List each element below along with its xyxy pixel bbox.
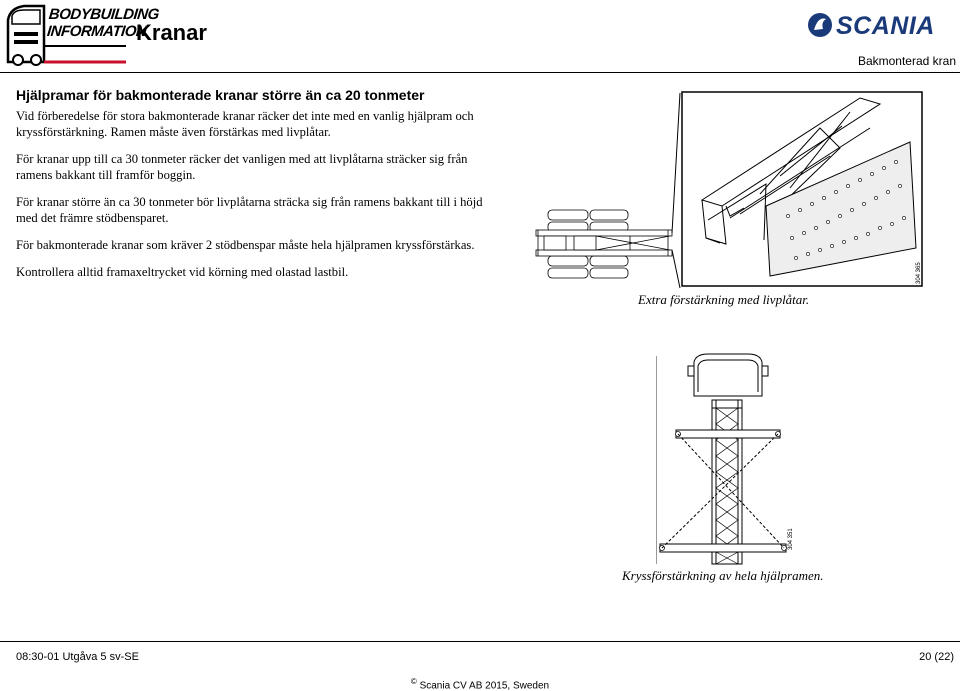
cross-bracing-illustration [656,350,796,566]
page-title: Kranar [136,20,207,45]
logo-text-line1: BODYBUILDING [48,6,160,23]
document-reference: 08:30-01 Utgåva 5 sv-SE [16,651,139,663]
scania-logo [806,10,954,40]
section-label: Bakmonterad kran [857,54,956,68]
page-header [0,0,960,76]
copyright-notice [0,677,960,691]
callout-line-top [672,93,680,233]
copyright-text: Scania CV AB 2015, Sweden [419,680,550,691]
figure-web-plate-reinforcement [530,88,930,288]
outrigger-beams [660,430,787,552]
scania-wordmark: SCANIA [836,12,935,40]
section-heading: Hjälpramar för bakmonterade kranar större än ca 20 tonmeter [16,87,425,103]
figure-cross-bracing [656,350,796,566]
copyright-icon: © [410,677,417,686]
figure-2-caption: Kryssförstärkning av hela hjälpramen. [622,568,824,583]
chassis-top-view [536,210,672,278]
figure-2-id: 304 351 [788,528,794,550]
paragraph-4: För bakmonterade kranar som kräver 2 stödbenspar måste hela hjälpramen kryssförstärkas. [16,238,475,252]
header-divider [0,72,960,73]
paragraph-2: För kranar upp till ca 30 tonmeter räcker det vanligen med att livplåtarna sträcker sig från ramens bakkant till framför boggin. [16,152,468,182]
callout-line-bottom [672,250,680,288]
bodybuilding-information-logo [4,2,160,68]
figure-1-id: 304 365 [916,262,922,284]
footer-divider [0,641,960,642]
paragraph-1: Vid förberedelse för stora bakmonterade kranar räcker det inte med en vanlig hjälpram och kryssförstärkning. Ramen måste även förstärkas med livplåtar. [16,109,474,139]
web-plate-illustration [530,88,930,288]
page-number: 20 (22) [919,651,954,663]
paragraph-5: Kontrollera alltid framaxeltrycket vid körning med olastad lastbil. [16,265,349,279]
logo-text-line2: INFORMATION [46,23,148,40]
scania-griffin-icon [808,13,832,37]
figure-1-caption: Extra förstärkning med livplåtar. [638,292,810,307]
main-content [16,86,486,291]
truck-cab-outline [688,354,768,396]
paragraph-3: För kranar större än ca 30 tonmeter bör livplåtarna sträcka sig från ramens bakkant till i höjd med det främre stödbensparet. [16,195,483,225]
